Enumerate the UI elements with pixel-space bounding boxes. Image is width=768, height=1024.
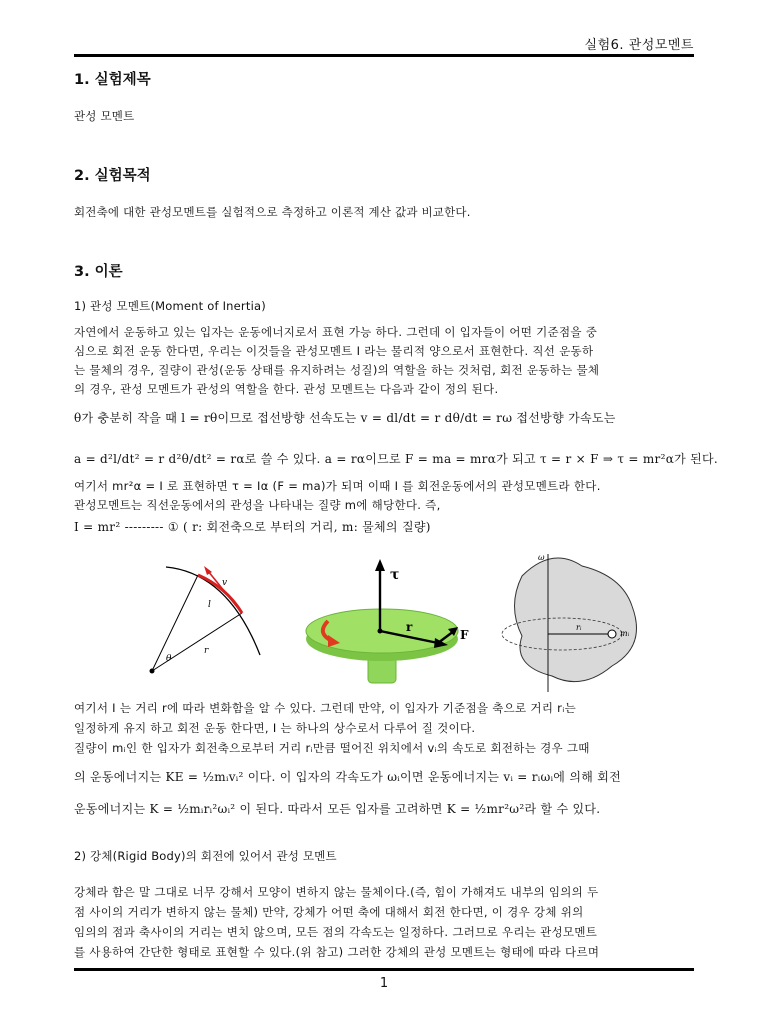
para2-line: 여기서 I 는 거리 r에 따라 변화함을 알 수 있다. 그런데 만약, 이 입자가 기준점을 축으로 거리 rᵢ는 bbox=[74, 701, 576, 715]
para1-line: 의 경우, 관성 모멘트가 관성의 역할을 한다. 관성 모멘트는 다음과 같이 정의 된다. bbox=[74, 382, 499, 396]
section2-heading: 2. 실험목적 bbox=[74, 168, 151, 184]
label-theta: θ bbox=[166, 654, 172, 664]
para3-line: 를 사용하여 간단한 형태로 표현할 수 있다.(위 참고) 그러한 강체의 관성 모멘트는 형태에 따라 다르며 bbox=[74, 945, 600, 959]
section1-text: 관성 모멘트 bbox=[74, 109, 135, 123]
para1-line: 심으로 회전 운동 한다면, 우리는 이것들을 관성모멘트 I 라는 물리적 양으로서 표현한다. 직선 운동하 bbox=[74, 344, 594, 358]
label-F: F bbox=[460, 628, 469, 642]
equation-mass-line: 관성모멘트는 직선운동에서의 관성을 나타내는 질량 m에 해당한다. 즉, bbox=[74, 498, 441, 512]
para3-line: 점 사이의 거리가 변하지 않는 물체) 만약, 강체가 어떤 축에 대해서 회전 한다면, 이 경우 강체 위의 bbox=[74, 905, 584, 919]
particle-point bbox=[608, 630, 616, 638]
para1-line: 는 물체의 경우, 질량이 관성(운동 상태를 유지하려는 성질)의 역할을 하는 것처럼, 회전 운동하는 물체 bbox=[74, 363, 600, 377]
label-ri: rᵢ bbox=[576, 623, 582, 632]
rigid-body-figure bbox=[482, 546, 658, 696]
subsection2-heading: 2) 강체(Rigid Body)의 회전에 있어서 관성 모멘트 bbox=[74, 849, 337, 863]
para1-line: 자연에서 운동하고 있는 입자는 운동에너지로서 표현 가능 하다. 그런데 이 입자들이 어떤 기준점을 중 bbox=[74, 325, 598, 339]
section1-heading: 1. 실험제목 bbox=[74, 72, 151, 88]
para3-line: 임의의 점과 축사이의 거리는 변치 않으며, 모든 점의 각속도는 일정하다. 그러므로 우리는 관성모멘트 bbox=[74, 925, 598, 939]
para2-line: 의 운동에너지는 KE = ½mᵢvᵢ² 이다. 이 입자의 각속도가 ωᵢ이면 운동에너지는 vᵢ = rᵢωᵢ에 의해 회전 bbox=[74, 770, 621, 784]
torque-disk-figure bbox=[298, 555, 476, 690]
label-r: r bbox=[204, 646, 209, 656]
running-header: 실험6. 관성모멘트 bbox=[584, 38, 694, 53]
footer-rule bbox=[74, 968, 694, 971]
subsection1-heading: 1) 관성 모멘트(Moment of Inertia) bbox=[74, 299, 266, 313]
section2-text: 회전축에 대한 관성모멘트를 실험적으로 측정하고 이론적 계산 값과 비교한다. bbox=[74, 205, 471, 219]
page-number: 1 bbox=[379, 976, 389, 991]
axis-point bbox=[378, 629, 383, 634]
label-l: l bbox=[208, 600, 211, 610]
label-tau: τ bbox=[390, 567, 400, 583]
para2-line: 질량이 mᵢ인 한 입자가 회전축으로부터 거리 rᵢ만큼 떨어진 위치에서 vᵢ의 속도로 회전하는 경우 그때 bbox=[74, 741, 590, 755]
equation-definition-line: I = mr² --------- ① ( r: 회전축으로 부터의 거리, m: 물체의 질량) bbox=[74, 520, 431, 534]
label-mi: mᵢ bbox=[620, 629, 630, 638]
para3-line: 강체라 함은 말 그대로 너무 강해서 모양이 변하지 않는 물체이다.(즉, 힘이 가해져도 내부의 임의의 두 bbox=[74, 885, 599, 899]
equation-inertia-line: 여기서 mr²α = I 로 표현하면 τ = Iα (F = ma)가 되며 이때 I 를 회전운동에서의 관성모멘트라 한다. bbox=[74, 479, 601, 493]
label-v: v bbox=[222, 578, 228, 588]
arc-curve bbox=[166, 567, 260, 655]
arc-tangent-figure bbox=[138, 563, 268, 683]
para2-line: 운동에너지는 K = ½mᵢrᵢ²ωᵢ² 이 된다. 따라서 모든 입자를 고려하면 K = ½mr²ω²라 할 수 있다. bbox=[74, 802, 601, 816]
pivot-point bbox=[150, 669, 155, 674]
torque-arrowhead bbox=[375, 559, 385, 571]
header-rule bbox=[74, 54, 694, 57]
label-omega: ω bbox=[538, 553, 545, 562]
equation-acceleration-line: a = d²l/dt² = r d²θ/dt² = rα로 쓸 수 있다. a = rα이므로 F = ma = mrα가 되고 τ = r × F ⇒ τ = mr²α가 된다. bbox=[74, 452, 719, 466]
label-r: r bbox=[406, 620, 413, 634]
section3-heading: 3. 이론 bbox=[74, 264, 123, 280]
equation-velocity-line: θ가 충분히 작을 때 l = rθ이므로 접선방향 선속도는 v = dl/dt = r dθ/dt = rω 접선방향 가속도는 bbox=[74, 411, 616, 425]
arc-length-highlight bbox=[198, 575, 242, 613]
rigid-body-shape bbox=[515, 558, 637, 682]
para2-line: 일정하게 유지 하고 회전 운동 한다면, I 는 하나의 상수로서 다루어 질 것이다. bbox=[74, 721, 476, 735]
